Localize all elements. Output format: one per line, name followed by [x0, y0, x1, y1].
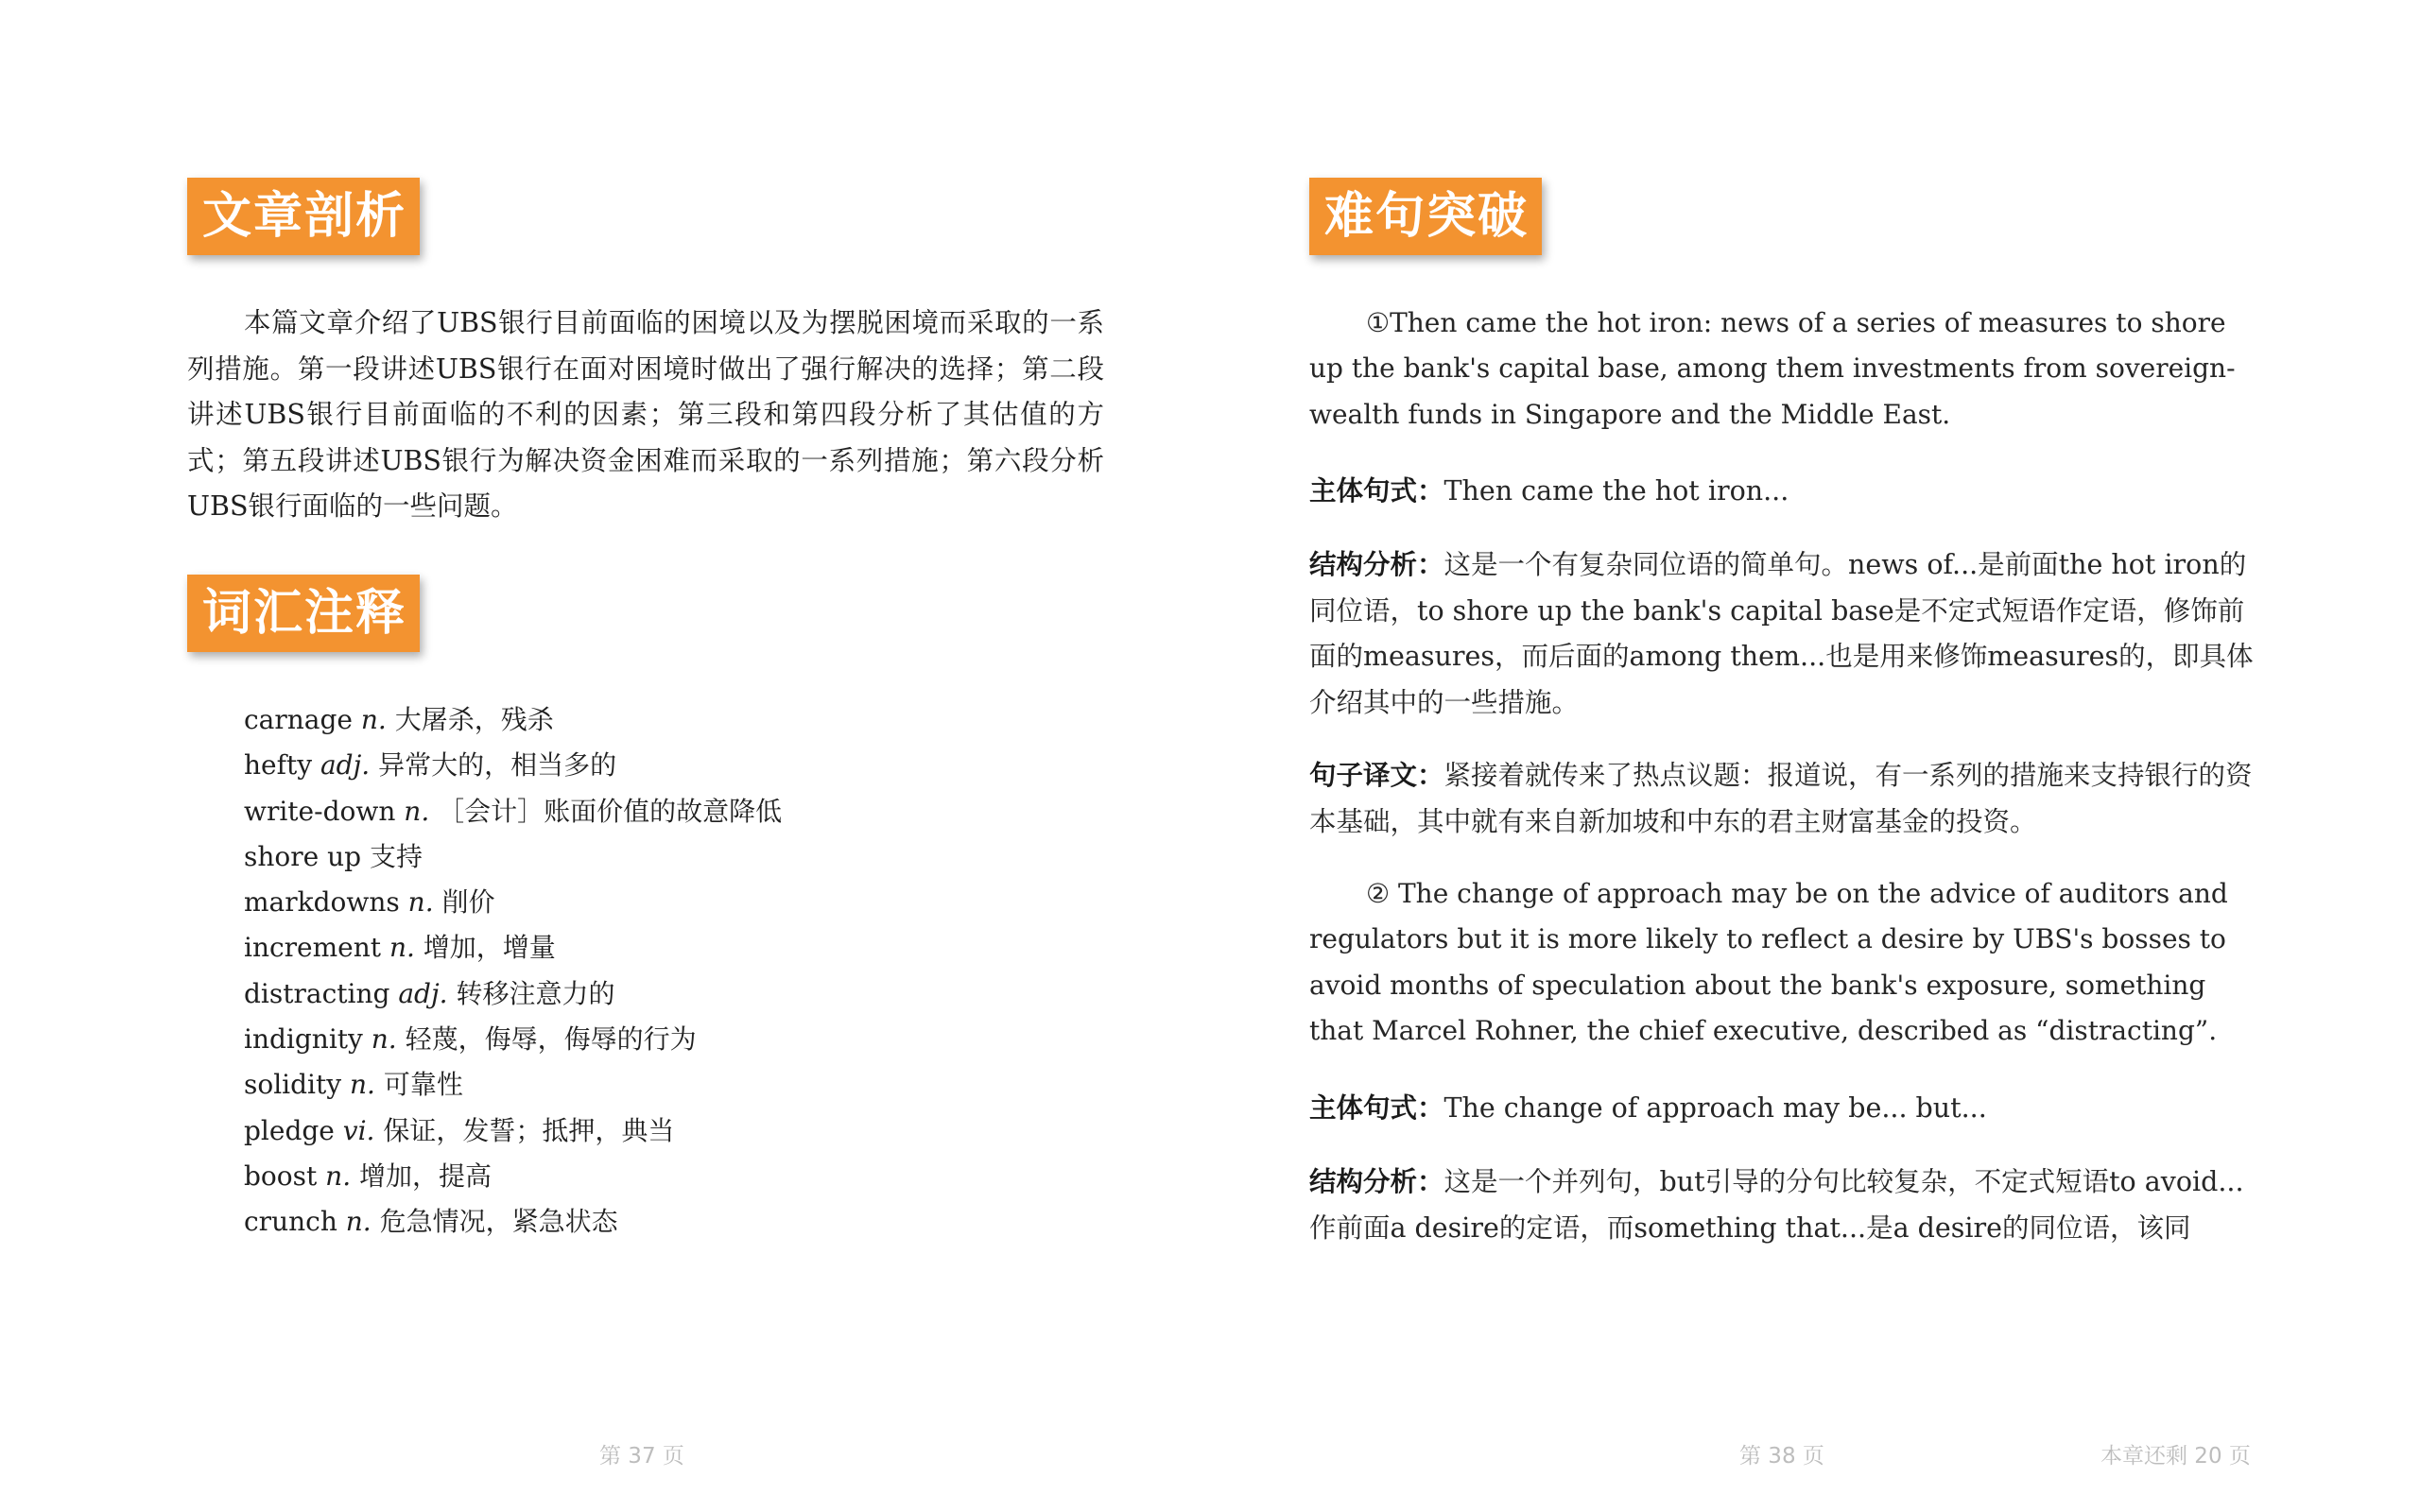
vocab-word: pledge: [244, 1114, 335, 1146]
vocab-word: shore up: [244, 840, 362, 872]
main-structure-label: 主体句式：: [1309, 474, 1444, 507]
vocab-meaning: 可靠性: [383, 1069, 463, 1101]
vocab-word: distracting: [244, 977, 390, 1009]
vocab-meaning: 增加，提高: [359, 1160, 493, 1192]
vocab-word: hefty: [244, 749, 313, 782]
vocab-meaning: 异常大的，相当多的: [378, 749, 617, 782]
vocab-item: [244, 1108, 1076, 1154]
vocab-word: increment: [244, 932, 382, 964]
vocab-meaning: 增加，增量: [423, 932, 556, 964]
vocab-meaning: 危急情况，紧急状态: [379, 1206, 618, 1238]
vocabulary-header: 词汇注释: [187, 575, 420, 652]
article-analysis-text: 本篇文章介绍了UBS银行目前面临的困境以及为摆脱困境而采取的一系列措施。第一段讲述UBS银行在面对困境时做出了强行解决的选择；第二段讲述UBS银行目前面临的不利的因素；第三段和第四段分析了其估值的方式；第五段讲述UBS银行为解决资金困难而采取的一系列措施；第六段分析UBS银行面临的一些问题。: [187, 307, 1104, 522]
vocab-item: [244, 1199, 1076, 1245]
translation-label: 句子译文：: [1309, 759, 1444, 791]
main-structure-label: 主体句式：: [1309, 1091, 1444, 1124]
chapter-pages-remaining: 本章还剩 20 页: [2100, 1444, 2251, 1469]
main-structure-text: Then came the hot iron...: [1443, 475, 1789, 507]
vocab-part-of-speech: n.: [350, 1069, 375, 1101]
article-analysis-header: 文章剖析: [187, 178, 420, 255]
sentence-2-structure-analysis: [1309, 1159, 2259, 1251]
sentence-1-structure-analysis: [1309, 541, 2259, 726]
left-page-number: 第 37 页: [599, 1444, 684, 1469]
vocab-part-of-speech: n.: [325, 1160, 352, 1192]
vocab-item: [244, 834, 1076, 880]
vocab-item: [244, 789, 1076, 834]
structure-analysis-label: 结构分析：: [1309, 1165, 1444, 1197]
vocab-part-of-speech: n.: [407, 886, 434, 919]
vocab-meaning: 支持: [369, 840, 423, 872]
vocab-meaning: 轻蔑，侮辱，侮辱的行为: [405, 1023, 697, 1056]
left-page: [187, 0, 1104, 1512]
vocab-word: crunch: [244, 1206, 337, 1238]
vocabulary-list: [244, 697, 1076, 1246]
vocab-meaning: ［会计］账面价值的故意降低: [438, 795, 783, 827]
vocab-word: markdowns: [244, 886, 400, 919]
vocab-item: [244, 1154, 1076, 1199]
vocab-part-of-speech: n.: [404, 795, 430, 827]
vocab-item: [244, 1017, 1076, 1062]
structure-analysis-text: 这是一个有复杂同位语的简单句。news of...是前面the hot iron的同位语，to shore up the bank's capital base是不定式短语作定语，修饰前面的measures，而后面的among them...也是用来修饰measures的，即具体介绍其中的一些措施。: [1309, 549, 2254, 718]
vocab-word: solidity: [244, 1069, 342, 1101]
translation-text: 紧接着就传来了热点议题：报道说，有一系列的措施来支持银行的资本基础，其中就有来自新加坡和中东的君主财富基金的投资。: [1309, 760, 2253, 837]
vocab-part-of-speech: n.: [360, 704, 387, 735]
vocab-part-of-speech: vi.: [342, 1114, 375, 1146]
vocab-word: write-down: [244, 795, 396, 827]
structure-analysis-text: 这是一个并列句，but引导的分句比较复杂，不定式短语to avoid...作前面a desire的定语，而something that...是a desire的同位语，该同: [1309, 1166, 2244, 1244]
vocab-word: indignity: [244, 1023, 363, 1056]
vocab-meaning: 大屠杀，残杀: [394, 704, 554, 735]
vocab-item: [244, 971, 1076, 1017]
main-structure-text: The change of approach may be... but...: [1443, 1092, 1987, 1124]
structure-analysis-label: 结构分析：: [1309, 548, 1444, 580]
vocab-part-of-speech: n.: [389, 932, 415, 964]
sentence-2-main-structure: [1309, 1085, 2259, 1132]
sentence-2-english: ② The change of approach may be on the advice of auditors and regulators but it is more likely to reflect a desire by UBS's bosses to avoid months of speculation about the bank's exposure, something that Marcel Rohner, the chief executive, described as “distracting”.: [1309, 878, 2228, 1046]
vocab-meaning: 转移注意力的: [456, 977, 615, 1009]
vocab-item: [244, 880, 1076, 925]
sentence-1-main-structure: [1309, 468, 2259, 515]
vocab-word: carnage: [244, 704, 353, 735]
vocab-meaning: 保证，发誓；抵押，典当: [383, 1114, 675, 1146]
right-page: [1309, 0, 2259, 1512]
vocab-part-of-speech: adj.: [398, 977, 448, 1009]
vocab-part-of-speech: adj.: [320, 749, 371, 782]
right-page-number: 第 38 页: [1739, 1444, 1824, 1469]
vocab-part-of-speech: n.: [345, 1206, 372, 1238]
vocab-item: [244, 1062, 1076, 1108]
vocab-meaning: 削价: [441, 886, 495, 919]
vocab-item: [244, 743, 1076, 788]
sentence-1-english: ①Then came the hot iron: news of a series of measures to shore up the bank's capital base, among them investments from sovereign-wealth funds in Singapore and the Middle East.: [1309, 307, 2236, 430]
vocab-item: [244, 925, 1076, 971]
vocab-item: [244, 697, 1076, 743]
difficult-sentences-header: 难句突破: [1309, 178, 1542, 255]
sentence-1-translation: [1309, 752, 2259, 845]
vocab-word: boost: [244, 1160, 318, 1192]
vocab-part-of-speech: n.: [371, 1023, 397, 1056]
